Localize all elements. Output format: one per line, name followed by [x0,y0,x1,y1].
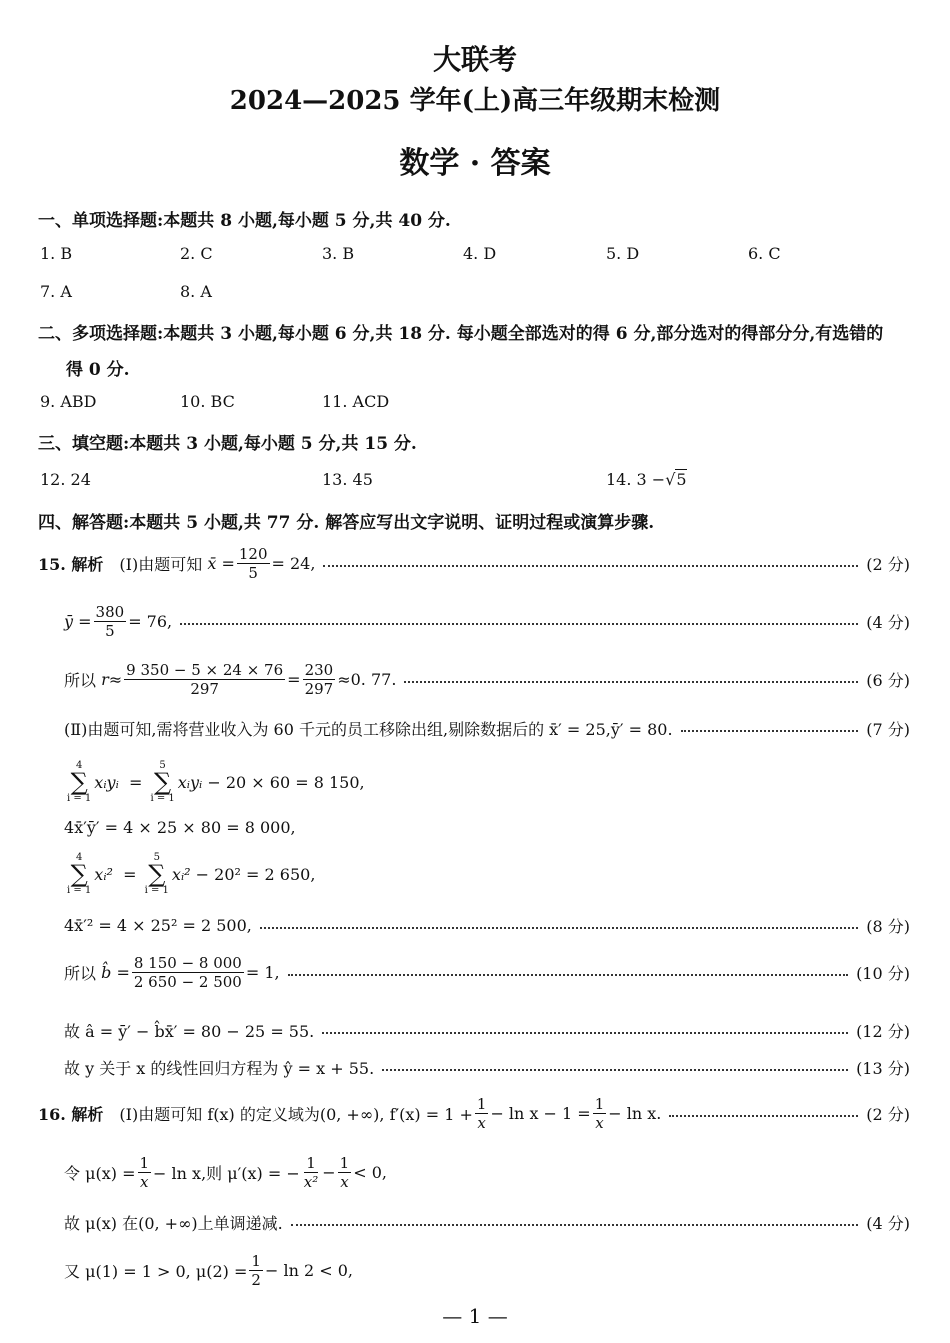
answer-3: 3. B [322,244,355,263]
leader-dots [669,1115,858,1117]
frac-num: 1 [476,1094,487,1113]
q15-line4 [64,711,910,745]
sum-4 [67,852,91,896]
eq: = [287,669,301,689]
answer-1: 1. B [40,244,73,263]
answer-8: 8. A [180,282,212,301]
sigma: ∑ [154,768,172,796]
q16-line3 [64,1205,910,1239]
q15-l1-pre: (Ⅰ)由题可知 [119,554,203,574]
q15-line3 [64,662,910,696]
answer-6: 6. C [748,244,781,263]
points: (13 分) [856,1058,910,1078]
frac-1-x [138,1154,152,1191]
q16-l3: 故 μ(x) 在(0, +∞)上单调递减. [64,1213,283,1233]
answer-11: 11. ACD [322,392,390,411]
leader-dots [180,623,858,625]
section1-heading: 一、单项选择题:本题共 8 小题,每小题 5 分,共 40 分. [38,211,451,231]
frac-230-297 [303,661,336,698]
q15-l1-post: = 24, [271,553,316,573]
frac-den: 5 [105,621,115,640]
eq: = [123,864,137,884]
sum-top: 5 [159,760,166,771]
sum-top: 5 [153,852,160,863]
points: (10 分) [856,963,910,983]
frac-1-x [475,1095,489,1132]
points: (2 分) [866,554,910,574]
q15-label: 15. 解析 [38,554,104,574]
leader-dots [288,974,848,976]
section2-heading: 二、多项选择题:本题共 3 小题,每小题 6 分,共 18 分. 每小题全部选对的得 6 分,部分选对的得部分分,有选错的 [38,324,884,344]
minus: − [322,1162,336,1182]
q16-line2 [64,1155,910,1189]
sum-5 [145,852,169,896]
x-squared: xᵢ² [171,864,191,884]
q15-l11: 故 y 关于 x 的线性回归方程为 ŷ = x + 55. [64,1058,375,1078]
eq: = [221,553,235,573]
q15-l8: 4x̄′² = 4 × 25² = 2 500, [64,915,252,935]
sigma: ∑ [70,860,88,888]
answer-2: 2. C [180,244,213,263]
frac-1-x2 [302,1154,320,1191]
answer-12: 12. 24 [40,470,91,489]
frac-1-x [593,1095,607,1132]
frac-num: 380 [95,602,125,621]
leader-dots [681,730,859,732]
q15-l10: 故 â = ȳ′ − b̂x̄′ = 80 − 25 = 55. [64,1021,315,1041]
frac-den: 2 [251,1270,261,1289]
answer-14-text: 14. 3 − [606,470,666,489]
xy: xᵢyᵢ [94,772,119,792]
frac-num: 8 150 − 8 000 [133,953,242,972]
sum-top: 4 [75,760,83,771]
answer-9: 9. ABD [40,392,97,411]
points: (6 分) [866,670,910,690]
q16-l1-post: − ln x. [608,1103,662,1123]
q15-l3-post: ≈0. 77. [337,669,397,689]
sigma: ∑ [70,768,88,796]
frac-1-x [338,1154,352,1191]
org-title: 大联考 [432,43,517,76]
frac-num: 1 [139,1153,150,1172]
points: (12 分) [856,1021,910,1041]
frac-den: 2 650 − 2 500 [133,972,242,991]
q15-l9-post: = 1, [245,962,280,982]
answer-13: 13. 45 [322,470,373,489]
section3-heading: 三、填空题:本题共 3 小题,每小题 5 分,共 15 分. [38,434,417,454]
q15-line7 [64,852,910,896]
sum-5 [150,760,174,804]
points: (8 分) [866,916,910,936]
q15-l6: 4x̄′ȳ′ = 4 × 25 × 80 = 8 000, [64,817,296,837]
leader-dots [323,565,858,567]
page-number: — 1 — [442,1304,508,1328]
section4-heading: 四、解答题:本题共 5 小题,共 77 分. 解答应写出文字说明、证明过程或演算步骤. [38,513,655,533]
sigma: ∑ [148,860,166,888]
q16-l1-mid: − ln x − 1 = [490,1103,591,1123]
frac-den: 297 [190,679,219,698]
q16-label: 16. 解析 [38,1104,104,1124]
q15-l3-pre: 所以 [64,670,97,690]
q16-l2-post: < 0, [353,1162,387,1182]
xbar: x̄ [207,553,217,573]
sum-bot: i = 1 [67,793,92,804]
frac-den: 297 [304,679,334,698]
frac-den: x [340,1172,349,1191]
q15-line5 [64,760,910,804]
q15-l9-pre: 所以 [64,963,97,983]
sum-bot: i = 1 [67,885,92,896]
frac-r [124,661,285,698]
answer-4: 4. D [463,244,497,263]
q15-line1 [38,546,910,580]
answer-7: 7. A [40,282,72,301]
answer-10: 10. BC [180,392,235,411]
frac-den: x [140,1172,149,1191]
eq: = [78,611,92,631]
q16-l2-pre: 令 μ(x) = [64,1163,136,1183]
points: (4 分) [866,612,910,632]
frac-num: 230 [304,660,334,679]
q15-line9 [64,955,910,989]
section2-heading-cont: 得 0 分. [66,360,130,380]
leader-dots [382,1069,848,1071]
q15-line2 [64,604,910,638]
q16-line1 [38,1096,910,1130]
q15-line8 [64,908,910,942]
points: (7 分) [866,719,910,739]
points: (2 分) [866,1104,910,1124]
b-hat: b̂ [101,962,112,982]
frac-num: 120 [238,544,268,563]
answer-5: 5. D [606,244,640,263]
q15-l7-post: − 20² = 2 650, [195,864,316,884]
frac-den: x² [303,1172,319,1191]
frac-den: x [595,1113,604,1132]
q15-l5-post: − 20 × 60 = 8 150, [207,772,365,792]
frac-den: 5 [248,563,258,582]
q16-l4-post: − ln 2 < 0, [264,1260,353,1280]
subject-title: 数学 · 答案 [399,146,551,181]
leader-dots [322,1032,848,1034]
q16-l2-mid: − ln x,则 μ′(x) = − [153,1163,300,1183]
q16-l1-pre: (Ⅰ)由题可知 f(x) 的定义域为(0, +∞), f′(x) = 1 + [119,1104,473,1124]
frac-b [132,954,244,991]
q15-line10 [64,1013,910,1047]
x-squared: xᵢ² [94,864,113,884]
leader-dots [291,1224,858,1226]
leader-dots [260,927,858,929]
r-symbol: r [101,669,109,689]
frac-1-2 [249,1252,263,1289]
ybar: ȳ [64,611,74,631]
q16-line4 [64,1253,910,1287]
xy: xᵢyᵢ [177,772,203,792]
q15-line11 [64,1050,910,1084]
eq: = [116,962,130,982]
q15-l2-post: = 76, [128,611,173,631]
sum-bot: i = 1 [150,793,175,804]
q15-l4: (Ⅱ)由题可知,需将营业收入为 60 千元的员工移除出组,剔除数据后的 x̄′ = 25,ȳ′ = 80. [64,719,673,739]
frac-num: 1 [594,1094,605,1113]
sum-top: 4 [75,852,83,863]
q15-line6 [64,810,910,844]
sum-bot: i = 1 [144,885,169,896]
q16-l4-pre: 又 μ(1) = 1 > 0, μ(2) = [64,1261,248,1281]
frac-den: x [477,1113,486,1132]
frac-num: 9 350 − 5 × 24 × 76 [126,660,284,679]
sum-4 [67,760,91,804]
approx: ≈ [108,669,123,689]
frac-380-5 [94,603,127,640]
frac-num: 1 [251,1251,261,1270]
eq: = [128,772,143,792]
points: (4 分) [866,1213,910,1233]
answer-14: 14. 3 −√5 [606,470,687,489]
frac-num: 1 [306,1153,316,1172]
sqrt-5: 5 [676,470,687,489]
frac-num: 1 [339,1153,350,1172]
leader-dots [404,681,858,683]
exam-title: 2024—2025 学年(上)高三年级期末检测 [229,86,721,116]
frac-120-5 [237,545,270,582]
